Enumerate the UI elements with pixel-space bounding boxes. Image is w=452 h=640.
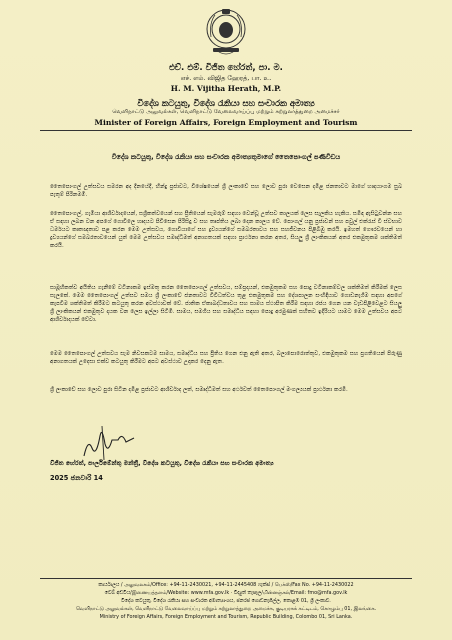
minister-title-sinhala: විදේශ කටයුතු, විදේශ රැකියා සහ සංචාරක අමාත්‍ය [137,98,315,108]
paragraph-2: තෛපොංගල්, ගැමියා ආශිර්වාදයෙන්, සශ්‍රීකත්වයෙන් සහ ප්‍රීතියෙන් සැමරුම් සඳහා වෙන්වූ උත්සව කාලයක් ලෙස සැලකිය හැකිය. සමිඳ ඇසිටුවන්න සහ ඒ සඳහා ලබන වන අපගේ ගොවිලෙ හෘදයට පිවිසෙන පිරිසිදු ව සහ තෘප්තිය ලබා දෙන කාලය වේ. පොංගල් යනු ප්‍රජාවන් සහ පවුල් එක්රැස් වී ස්වභාව ධර්මයට කෘතඥතාව පළ කරන මෙම උත්සවය, ගොවියාගේ සහ ද්‍රව්‍යයන්ගේ සමබරතාවය සහ සහජීවනය පිළිබිඹු කරයි. ඉමහත් ගෞරවයෙන් හා ද්‍රව්‍යයන්ගේ සමබරතාවයෙන් යුත් මෙම උත්සවය සමෘද්ධිමත් අනාගතයක් සඳහා ප්‍රාර්ථනා කරන අතර, සියලු ශ්‍රී ලාංකිකයන් අතර එකමුතුකම ශක්තිමත් කරයි. [50,211,402,249]
letter-date: 2025 ජනවාරි 14 [50,474,103,482]
footer-address-english: Ministry of Foreign Affairs, Foreign Employment and Tourism, Republic Building, Colombo 01, Sri Lanka. [99,614,353,620]
paragraph-1: තෛපොංගල් උත්සවය සමරන අද දිනයේදී, හින්දු ප්‍රජාවට, විශේෂයෙන් ශ්‍රී ලංකාවේ සහ ලොව පුරා වෙසෙන දමිළ ජනතාවට මාගේ හෘදයාංගම සුබ පැතුම් පිරිනමමි. [50,184,402,198]
letter-subject: විදේශ කටයුතු, විදේශ රැකියා සහ සංචාරක අමාත්‍යතුමාගේ තෛපොංගල් පණිවිඩය [111,153,341,161]
footer-web-email: වෙබ් අඩවිය/இணையத்தளம்/Website: www.mfa.gov.lk · විද්‍යුත් තැපෑල/மின்னஞ்சல்/Email: fmo@mfa.gov.lk [104,590,348,596]
footer-address-sinhala: විදේශ කටයුතු, විදේශ රැකියා සහ සංචාරක අමාත්‍යාංශය, ජනරජ ගොඩනැගිල්ල, කොළඹ 01, ශ්‍රී ලංකාව. [121,598,331,604]
minister-name-sinhala: එච්. එම්. විජිත හේරත්, පා. ම. [169,63,283,73]
footer-address-tamil: வெளிநாட்டு அலுவல்கள், வெளிநாட்டு வேலைவாய்ப்பு மற்றும் சுற்றுலாத்துறை அமைச்சு, குடியரசுக் கட்டிடம், கொழும்பு 01, இலங்கை. [75,606,376,612]
footer-phone-fax: කාර්යාලය / அலுவலகம்/Office: +94-11-2430021, +94-11-2445408 ෆැක්ස් / பெக்ஸ்/Fax No. +94-11-2430022 [98,582,354,588]
signer-designation: විජිත හේරත්, පාර්ලිමේන්තු මන්ත්‍රී, විදේශ කටයුතු, විදේශ රැකියා සහ සංචාරක අමාත්‍ය [50,460,274,467]
minister-name-tamil: எச். எம். விஜித ஹேரத், பா. உ. [180,74,272,82]
header-divider [40,130,412,131]
paragraph-4: මෙම තෛපොංගල් උත්සවය සැම නිවසකටම සාමය, සමෘද්ධිය සහ ප්‍රීතිය ගෙන එනු ඇති අතර, බලාපොරොත්තුව, එකමුතුකම සහ ප්‍රගතියෙන් පිරුණු අනාගතයක් උදෙසා එක්ව කටයුතු කිරීමට අපට අවස්ථාව උදාකර දෙනු ඇත. [50,351,402,365]
signature-icon [78,418,138,462]
minister-title-tamil: வெளிநாட்டு அலுவல்கள், வெளிநாட்டு வேலைவாய்ப்பு மற்றும் சுற்றுலாத்துறை அமைச்சர் [112,109,340,115]
minister-title-english: Minister of Foreign Affairs, Foreign Employment and Tourism [94,118,358,127]
minister-name-english: H. M. Vijitha Herath, M.P. [170,84,282,93]
footer-divider [40,578,412,579]
paragraph-3: සාමූහිකත්ව අයිතිය ගැනීමේ වටිනාකම ඉස්මතු කරන තෛපොංගල් උත්සවය, සම්ප්‍රදායන්, එකමුතුකම සහ පොදු වටිනාකම්වල ශක්තිමත් කිරීමක් ලෙස සැලකේ. මෙම තෛපොංගල් උත්සව සමය ශ්‍රී ලංකාවේ ජනතාවට විවිධත්වය තුළ එකමුතුකම සහ දේශපාලන සංහිඳියාව ගොඩනැගීම සඳහා අපගේ කැපවීම ශක්තිමත් කිරීමට කටයුතු කරන අවස්ථාවක් වේ. ජාතික ඒකාබද්ධතාවය සහ සාමය ස්ථාපිත කිරීම සඳහා රජය ගෙන යන වැඩපිළිවෙළට සියලු ශ්‍රී ලාංකිකයන් එකමුතුව දායක වන ලෙස ඉල්ලා සිටිමි. සාමය, සමගිය සහ සමෘද්ධිය සඳහා පොදු අරමුණක් සහිතව ඉදිරියට යාමට මෙම උත්සවය අපට ආශිර්වාදයක් වේවා. [50,285,402,323]
paragraph-5: ශ්‍රී ලංකාවේ සහ ලොව පුරා සිටින දමිළ ප්‍රජාවට ආශිර්වාද ලත්, සමෘද්ධිමත් සහ අර්ථවත් තෛපොංගල් මංගල්‍යයක් ප්‍රාර්ථනා කරමි. [50,387,348,393]
national-emblem-icon [203,3,249,61]
